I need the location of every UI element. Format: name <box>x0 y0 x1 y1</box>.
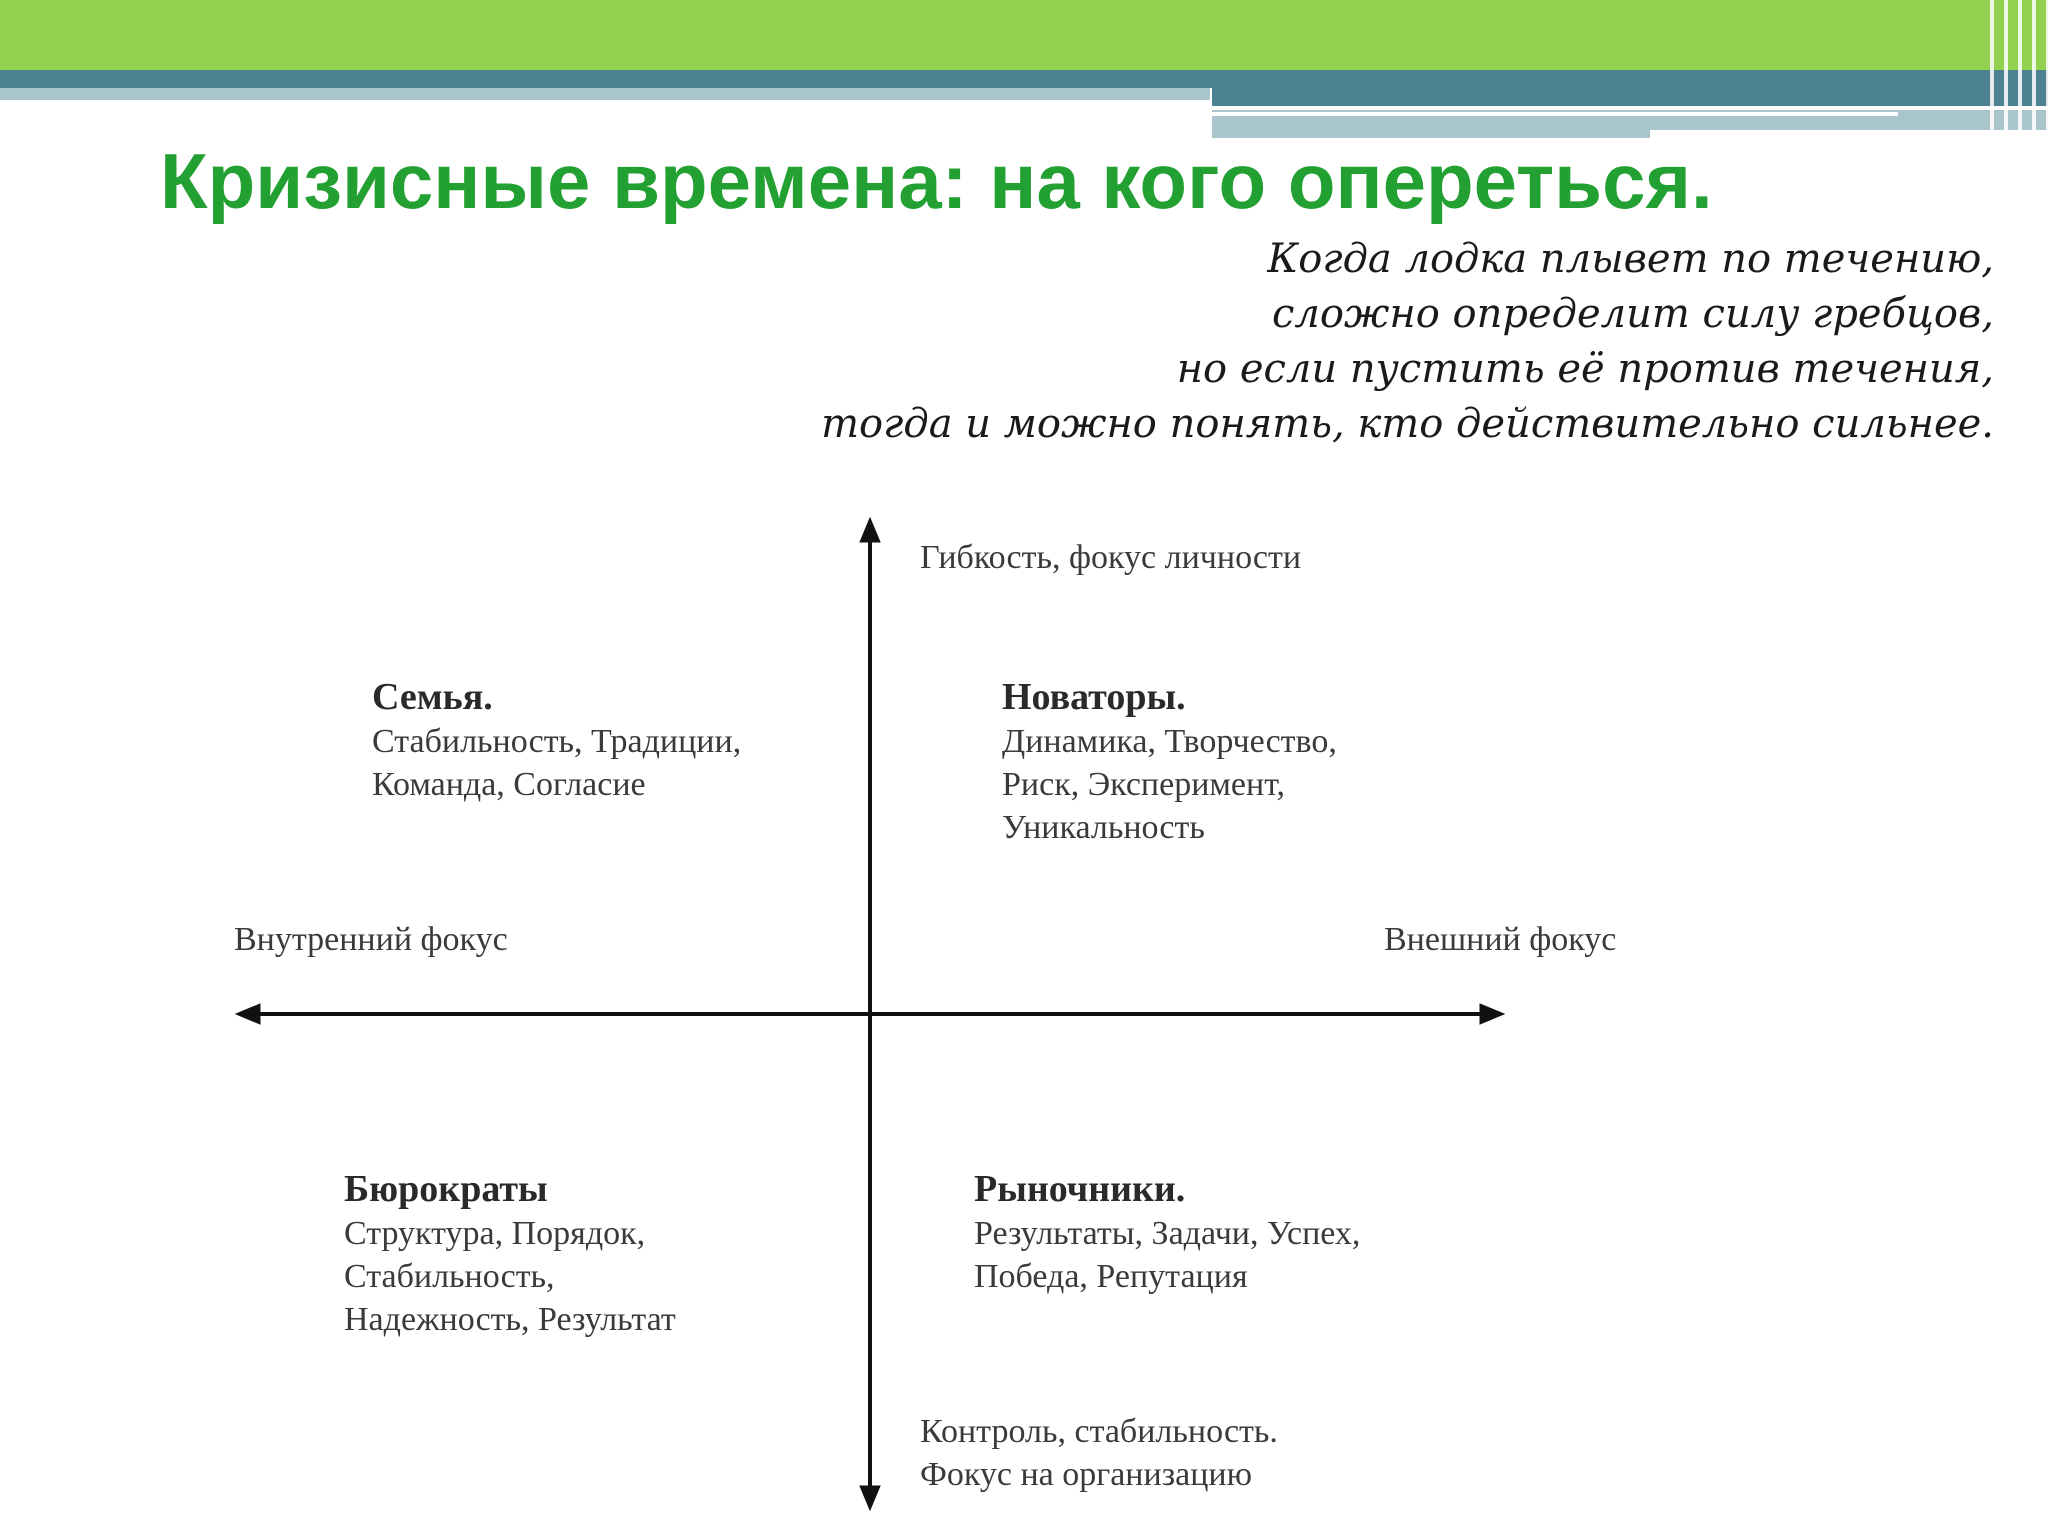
quadrant-line: Структура, Порядок, <box>344 1215 646 1252</box>
quadrant-line: Стабильность, Традиции, <box>372 723 742 760</box>
arrow-down-icon <box>860 1486 880 1510</box>
axis-top-label: Гибкость, фокус личности <box>920 539 1302 576</box>
quadrant-line: Стабильность, <box>344 1258 555 1295</box>
quadrant-top-left <box>372 674 741 806</box>
quadrant-top-right <box>1002 674 1337 849</box>
quadrant-line: Риск, Эксперимент, <box>1002 766 1286 803</box>
axis-bottom-line: Контроль, стабильность. <box>920 1413 1278 1450</box>
quadrant-title: Новаторы. <box>1002 676 1186 718</box>
quadrant-line: Надежность, Результат <box>344 1301 676 1338</box>
quadrant-title: Семья. <box>372 676 493 718</box>
axis-left-label: Внутренний фокус <box>234 921 508 958</box>
epigraph-line: тогда и можно понять, кто действительно сильнее. <box>821 401 1994 447</box>
epigraph-line: Когда лодка плывет по течению, <box>1267 236 1994 282</box>
axis-bottom-label <box>920 1410 1278 1496</box>
axis-bottom-line: Фокус на организацию <box>920 1456 1253 1493</box>
quadrant-line: Победа, Репутация <box>974 1258 1248 1295</box>
quadrant-line: Уникальность <box>1002 809 1205 846</box>
quadrant-title: Рыночники. <box>974 1168 1186 1210</box>
epigraph-line: сложно определит силу гребцов, <box>1271 291 1994 337</box>
axis-right-label: Внешний фокус <box>1384 921 1617 958</box>
quadrant-bottom-right <box>974 1166 1360 1298</box>
quadrant-line: Динамика, Творчество, <box>1002 723 1337 760</box>
arrow-right-icon <box>1480 1004 1504 1024</box>
quadrant-title: Бюрократы <box>344 1168 548 1210</box>
epigraph-line: но если пустить её против течения, <box>1176 346 1994 392</box>
arrow-up-icon <box>860 518 880 542</box>
quadrant-line: Команда, Согласие <box>372 766 646 803</box>
quadrant-bottom-left <box>344 1166 676 1341</box>
arrow-left-icon <box>236 1004 260 1024</box>
quadrant-line: Результаты, Задачи, Успех, <box>974 1215 1361 1252</box>
slide-title: Кризисные времена: на кого опереться. <box>160 137 1713 225</box>
